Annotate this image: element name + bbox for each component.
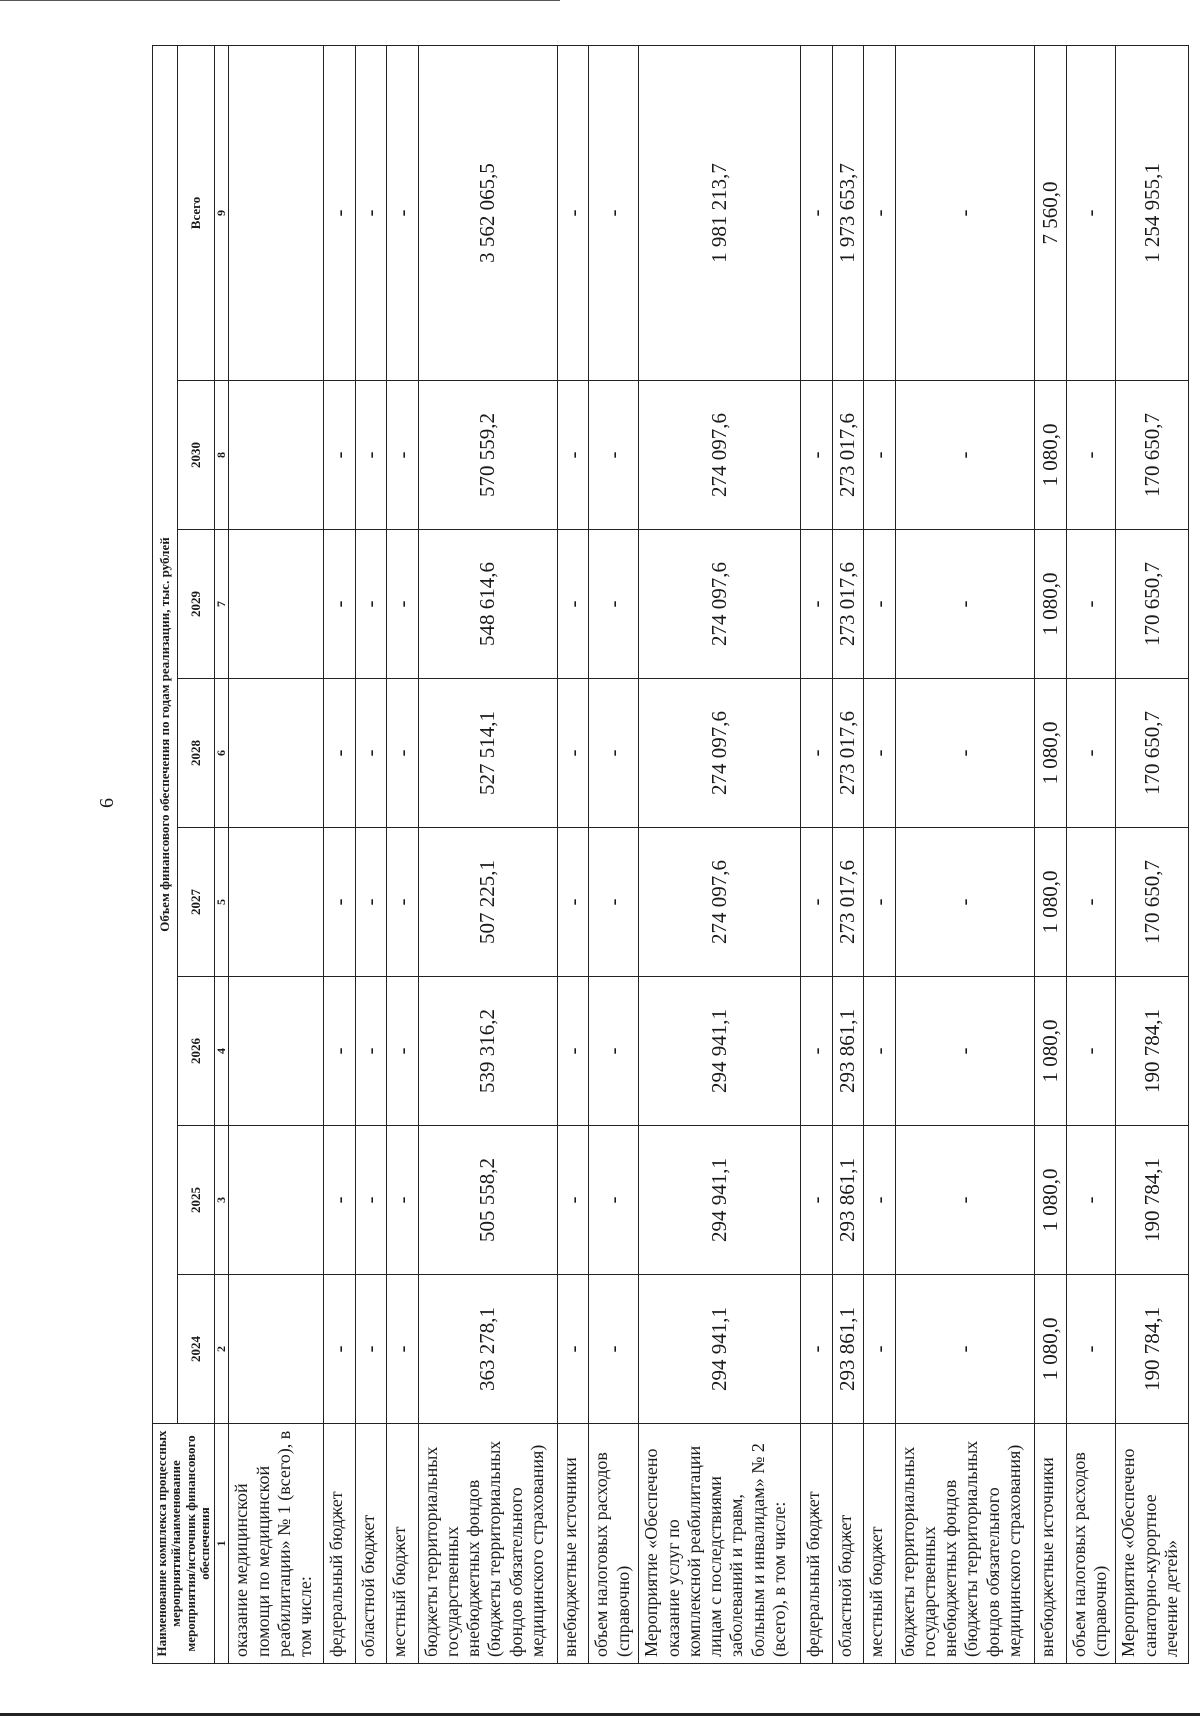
row-value bbox=[229, 977, 324, 1126]
row-value: - bbox=[557, 1275, 589, 1424]
row-value: - bbox=[323, 977, 355, 1126]
row-name: Мероприятие «Обеспечено санаторно-курортное лечение детей» bbox=[1116, 1424, 1188, 1664]
row-name: федеральный бюджет bbox=[801, 1424, 833, 1664]
row-value: 170 650,7 bbox=[1116, 679, 1188, 828]
header-year: 2030 bbox=[177, 381, 214, 530]
header-total: Всего bbox=[177, 45, 214, 380]
row-value: 170 650,7 bbox=[1116, 828, 1188, 977]
row-value: 274 097,6 bbox=[639, 679, 801, 828]
row-value: - bbox=[801, 1275, 833, 1424]
row-value: 1 080,0 bbox=[1034, 977, 1066, 1126]
row-value: - bbox=[895, 828, 1034, 977]
header-year: 2024 bbox=[177, 1275, 214, 1424]
row-value: - bbox=[387, 679, 419, 828]
row-value: - bbox=[801, 530, 833, 679]
row-value: - bbox=[895, 381, 1034, 530]
row-value: - bbox=[323, 1126, 355, 1275]
row-value: - bbox=[387, 1126, 419, 1275]
row-value: - bbox=[355, 679, 387, 828]
row-name: оказание медицинской помощи по медицинской реабилитации» № 1 (всего), в том числе: bbox=[229, 1424, 324, 1664]
row-value: - bbox=[1066, 679, 1116, 828]
row-value: - bbox=[589, 828, 639, 977]
table-row bbox=[895, 45, 1034, 1663]
row-value: - bbox=[1066, 530, 1116, 679]
row-name: местный бюджет bbox=[387, 1424, 419, 1664]
column-number: 3 bbox=[215, 1126, 229, 1275]
row-value: - bbox=[1066, 381, 1116, 530]
row-value: - bbox=[1066, 1126, 1116, 1275]
table-row bbox=[832, 45, 864, 1663]
row-name: федеральный бюджет bbox=[323, 1424, 355, 1664]
row-value bbox=[229, 1275, 324, 1424]
row-value: 1 254 955,1 bbox=[1116, 45, 1188, 380]
row-value: 170 650,7 bbox=[1116, 381, 1188, 530]
row-value: - bbox=[864, 530, 896, 679]
table-row bbox=[387, 45, 419, 1663]
row-value: 293 861,1 bbox=[832, 1126, 864, 1275]
table-row bbox=[323, 45, 355, 1663]
row-value: 1 080,0 bbox=[1034, 1275, 1066, 1424]
header-year: 2029 bbox=[177, 530, 214, 679]
row-value: 294 941,1 bbox=[639, 977, 801, 1126]
header-year: 2027 bbox=[177, 828, 214, 977]
row-value: - bbox=[801, 381, 833, 530]
table-body bbox=[229, 45, 1189, 1663]
row-value: - bbox=[864, 679, 896, 828]
row-value: 1 080,0 bbox=[1034, 828, 1066, 977]
column-number: 8 bbox=[215, 381, 229, 530]
row-value: - bbox=[801, 828, 833, 977]
row-value: 548 614,6 bbox=[418, 530, 557, 679]
row-value: 527 514,1 bbox=[418, 679, 557, 828]
row-value: - bbox=[1066, 1275, 1116, 1424]
row-name: объем налоговых расходов (справочно) bbox=[1066, 1424, 1116, 1664]
row-value: - bbox=[387, 828, 419, 977]
row-value: - bbox=[387, 977, 419, 1126]
row-name: бюджеты территориальных государственных внебюджетных фондов (бюджеты территориальных фондов обязательного медицинского страхования) bbox=[418, 1424, 557, 1664]
row-value: - bbox=[801, 977, 833, 1126]
row-value: - bbox=[895, 1126, 1034, 1275]
row-value: - bbox=[864, 828, 896, 977]
row-value: 3 562 065,5 bbox=[418, 45, 557, 380]
financing-table-grid bbox=[152, 45, 1189, 1664]
row-value: - bbox=[895, 679, 1034, 828]
row-value bbox=[229, 828, 324, 977]
row-name: внебюджетные источники bbox=[557, 1424, 589, 1664]
row-value: 7 560,0 bbox=[1034, 45, 1066, 380]
row-value: 293 861,1 bbox=[832, 1275, 864, 1424]
row-value: - bbox=[895, 1275, 1034, 1424]
table-row bbox=[589, 45, 639, 1663]
row-value: 1 080,0 bbox=[1034, 530, 1066, 679]
row-value bbox=[229, 1126, 324, 1275]
row-value: - bbox=[589, 530, 639, 679]
scan-edge-line bbox=[0, 0, 560, 1]
row-value: - bbox=[1066, 828, 1116, 977]
table-row bbox=[801, 45, 833, 1663]
row-value: - bbox=[801, 679, 833, 828]
column-number: 6 bbox=[215, 679, 229, 828]
row-value: 507 225,1 bbox=[418, 828, 557, 977]
row-value: 273 017,6 bbox=[832, 828, 864, 977]
row-name: внебюджетные источники bbox=[1034, 1424, 1066, 1664]
table-row bbox=[418, 45, 557, 1663]
row-value: 190 784,1 bbox=[1116, 1126, 1188, 1275]
table-row bbox=[1066, 45, 1116, 1663]
row-value: - bbox=[355, 1126, 387, 1275]
row-value: 1 080,0 bbox=[1034, 381, 1066, 530]
page-number: 6 bbox=[96, 798, 118, 808]
row-value: 190 784,1 bbox=[1116, 977, 1188, 1126]
row-name: областной бюджет bbox=[832, 1424, 864, 1664]
row-value: 274 097,6 bbox=[639, 530, 801, 679]
row-value: - bbox=[557, 828, 589, 977]
row-value: 190 784,1 bbox=[1116, 1275, 1188, 1424]
row-value: - bbox=[864, 1126, 896, 1275]
row-value: 539 316,2 bbox=[418, 977, 557, 1126]
row-name: областной бюджет bbox=[355, 1424, 387, 1664]
row-value: 505 558,2 bbox=[418, 1126, 557, 1275]
row-value: - bbox=[589, 45, 639, 380]
row-value bbox=[229, 679, 324, 828]
row-value: - bbox=[323, 381, 355, 530]
column-number: 2 bbox=[215, 1275, 229, 1424]
row-value: - bbox=[1066, 977, 1116, 1126]
financing-table bbox=[152, 46, 1181, 1664]
row-value: 274 097,6 bbox=[639, 381, 801, 530]
row-value: - bbox=[589, 1126, 639, 1275]
row-value: 1 981 213,7 bbox=[639, 45, 801, 380]
row-name: объем налоговых расходов (справочно) bbox=[589, 1424, 639, 1664]
row-value: - bbox=[589, 679, 639, 828]
table-row bbox=[1034, 45, 1066, 1663]
column-number: 1 bbox=[215, 1424, 229, 1664]
header-name-column: Наименование комплекса процессных мероприятий/наименование мероприятия/источник финансового обеспечения bbox=[153, 1424, 215, 1664]
header-year: 2028 bbox=[177, 679, 214, 828]
row-value: - bbox=[355, 381, 387, 530]
row-value: - bbox=[895, 530, 1034, 679]
row-value: - bbox=[895, 45, 1034, 380]
column-number: 5 bbox=[215, 828, 229, 977]
row-value: 273 017,6 bbox=[832, 381, 864, 530]
table-row bbox=[639, 45, 801, 1663]
row-value: 170 650,7 bbox=[1116, 530, 1188, 679]
row-value: - bbox=[895, 977, 1034, 1126]
row-value: - bbox=[355, 977, 387, 1126]
row-value: - bbox=[557, 381, 589, 530]
row-value: 294 941,1 bbox=[639, 1126, 801, 1275]
row-value: - bbox=[557, 530, 589, 679]
row-name: Мероприятие «Обеспечено оказание услуг по комплексной реабилитации лицам с последствиями заболеваний и травм, больным и инвалидам» № 2 (всего), в том числе: bbox=[639, 1424, 801, 1664]
row-value: - bbox=[387, 530, 419, 679]
row-value: - bbox=[355, 530, 387, 679]
table-row bbox=[1116, 45, 1188, 1663]
row-value: 273 017,6 bbox=[832, 530, 864, 679]
row-value: 570 559,2 bbox=[418, 381, 557, 530]
row-value: - bbox=[355, 1275, 387, 1424]
table-row bbox=[229, 45, 324, 1663]
row-value: - bbox=[387, 45, 419, 380]
row-value: - bbox=[864, 381, 896, 530]
header-group: Объем финансового обеспечения по годам реализации, тыс. рублей bbox=[153, 45, 178, 1423]
row-value: - bbox=[323, 679, 355, 828]
row-value: - bbox=[864, 1275, 896, 1424]
header-year: 2025 bbox=[177, 1126, 214, 1275]
row-value: - bbox=[323, 45, 355, 380]
row-value: - bbox=[323, 828, 355, 977]
row-value: 293 861,1 bbox=[832, 977, 864, 1126]
row-value: - bbox=[801, 45, 833, 380]
row-value: - bbox=[864, 977, 896, 1126]
row-value bbox=[229, 381, 324, 530]
row-value: - bbox=[557, 1126, 589, 1275]
row-value: - bbox=[323, 530, 355, 679]
row-value: 363 278,1 bbox=[418, 1275, 557, 1424]
row-value: - bbox=[355, 45, 387, 380]
table-row bbox=[864, 45, 896, 1663]
row-name: местный бюджет bbox=[864, 1424, 896, 1664]
row-value: 274 097,6 bbox=[639, 828, 801, 977]
row-value: - bbox=[1066, 45, 1116, 380]
row-value bbox=[229, 45, 324, 380]
row-value: - bbox=[557, 679, 589, 828]
row-value: - bbox=[589, 977, 639, 1126]
row-value bbox=[229, 530, 324, 679]
column-number: 7 bbox=[215, 530, 229, 679]
row-value: - bbox=[387, 1275, 419, 1424]
row-value: 273 017,6 bbox=[832, 679, 864, 828]
row-value: - bbox=[801, 1126, 833, 1275]
column-number: 4 bbox=[215, 977, 229, 1126]
table-row bbox=[557, 45, 589, 1663]
row-value: - bbox=[557, 45, 589, 380]
header-year: 2026 bbox=[177, 977, 214, 1126]
row-value: - bbox=[323, 1275, 355, 1424]
row-value: 294 941,1 bbox=[639, 1275, 801, 1424]
row-value: - bbox=[355, 828, 387, 977]
row-name: бюджеты территориальных государственных внебюджетных фондов (бюджеты территориальных фондов обязательного медицинского страхования) bbox=[895, 1424, 1034, 1664]
row-value: - bbox=[589, 381, 639, 530]
row-value: - bbox=[387, 381, 419, 530]
row-value: - bbox=[557, 977, 589, 1126]
row-value: 1 080,0 bbox=[1034, 1126, 1066, 1275]
column-number: 9 bbox=[215, 45, 229, 380]
table-row bbox=[355, 45, 387, 1663]
row-value: 1 973 653,7 bbox=[832, 45, 864, 380]
row-value: - bbox=[864, 45, 896, 380]
row-value: 1 080,0 bbox=[1034, 679, 1066, 828]
row-value: - bbox=[589, 1275, 639, 1424]
